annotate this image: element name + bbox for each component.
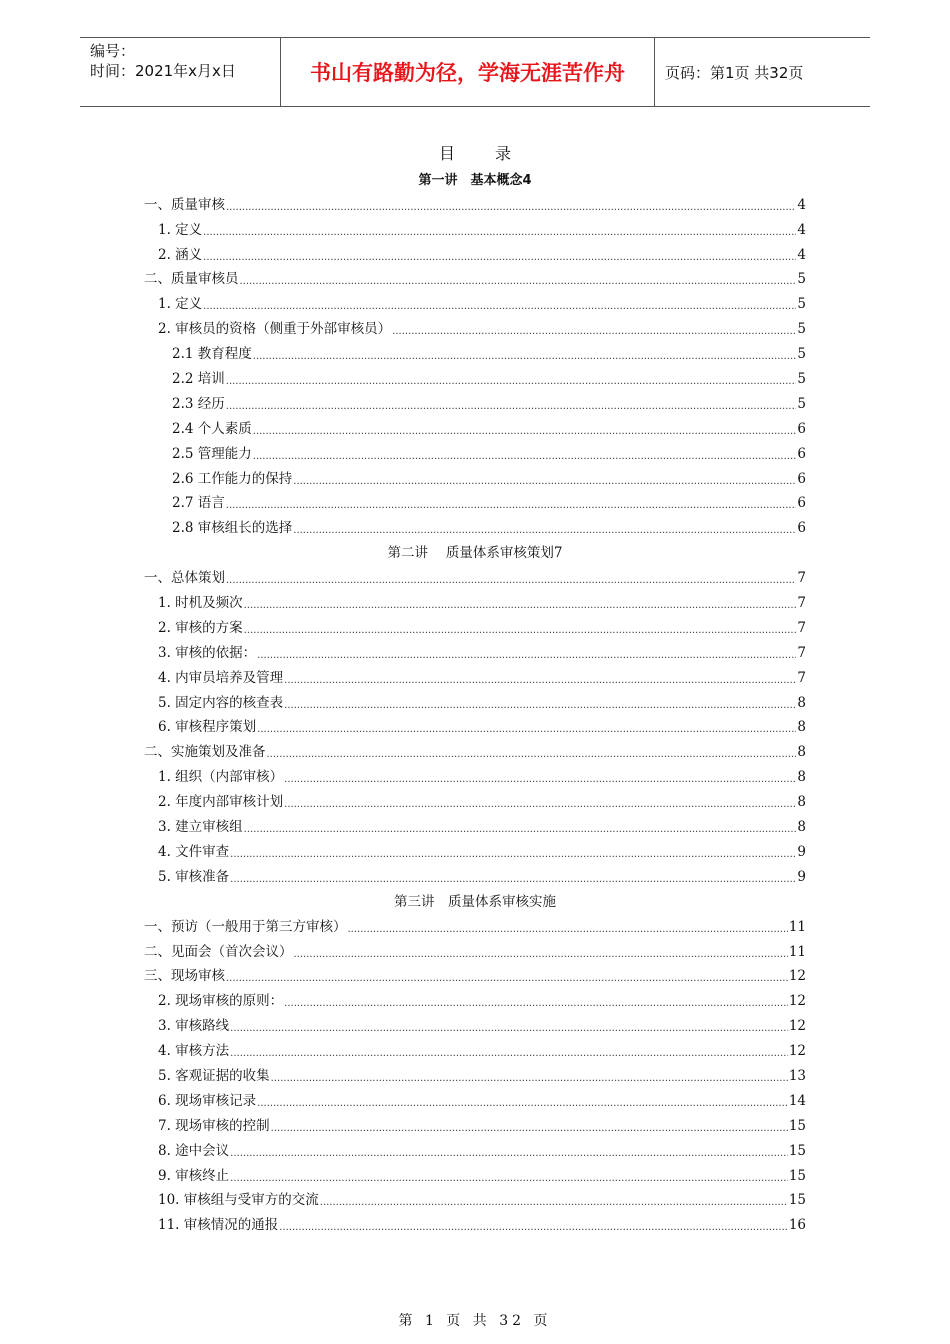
- toc-entry-page: 12: [788, 1018, 806, 1035]
- toc-dot-leader: [284, 670, 796, 686]
- toc-dot-leader: [230, 1143, 788, 1159]
- toc-entry-page: 6: [797, 520, 806, 537]
- toc-dot-leader: [284, 993, 788, 1009]
- toc-section-label: 第二讲 质量体系审核策划7: [387, 545, 563, 562]
- toc-entry[interactable]: [144, 735, 806, 760]
- toc-entry-page: 8: [797, 819, 806, 836]
- toc-entry-label: 2. 现场审核的原则：: [158, 993, 284, 1010]
- toc-entry[interactable]: [144, 561, 806, 586]
- toc-section-heading[interactable]: [144, 163, 806, 188]
- toc-entry-page: 12: [788, 993, 806, 1010]
- toc-entry-page: 5: [797, 346, 806, 363]
- toc-entry[interactable]: [144, 661, 806, 686]
- toc-entry-page: 7: [797, 570, 806, 587]
- toc-entry-label: 1. 定义: [158, 221, 203, 238]
- toc-entry[interactable]: [144, 1009, 806, 1034]
- toc-dot-leader: [271, 1068, 788, 1084]
- toc-entry-label: 3. 建立审核组: [158, 819, 243, 836]
- toc-entry-label: 6. 现场审核记录: [158, 1092, 257, 1109]
- toc-dot-leader: [226, 570, 796, 586]
- toc-entry-label: 2.4 个人素质: [172, 420, 252, 437]
- toc-entry-label: 二、见面会（首次会议）: [144, 943, 293, 960]
- toc-entry-label: 一、预访（一般用于第三方审核）: [144, 918, 347, 935]
- toc-entry-label: 5. 固定内容的核查表: [158, 694, 284, 711]
- toc-entry-page: 9: [797, 868, 806, 885]
- toc-entry-page: 6: [797, 470, 806, 487]
- toc-title-left: 目: [438, 144, 455, 163]
- toc-entry-label: 一、总体策划: [144, 570, 225, 587]
- toc-entry-page: 5: [797, 395, 806, 412]
- toc-entry[interactable]: [144, 337, 806, 362]
- toc-entry-label: 2.3 经历: [172, 395, 225, 412]
- toc-entry-page: 11: [788, 918, 806, 935]
- toc-entry[interactable]: [144, 1059, 806, 1084]
- toc-entry-label: 10. 审核组与受审方的交流: [158, 1192, 319, 1209]
- toc-entry[interactable]: [144, 1159, 806, 1184]
- toc-entry-page: 6: [797, 420, 806, 437]
- toc-entry-label: 二、实施策划及准备: [144, 744, 266, 761]
- toc-entry[interactable]: [144, 1034, 806, 1059]
- toc-entry-page: 6: [797, 445, 806, 462]
- toc-entry-page: 8: [797, 769, 806, 786]
- toc-entry-page: 15: [788, 1117, 806, 1134]
- toc-entry[interactable]: [144, 387, 806, 412]
- toc-entry-page: 7: [797, 644, 806, 661]
- toc-entry-label: 1. 组织（内部审核）: [158, 769, 284, 786]
- toc-dot-leader: [230, 1043, 788, 1059]
- page-footer: 第 1 页 共 32 页: [398, 1313, 552, 1329]
- toc-dot-leader: [257, 1093, 788, 1109]
- toc-entry-page: 16: [788, 1217, 806, 1234]
- toc-entry-label: 9. 审核终止: [158, 1167, 230, 1184]
- toc-entry-label: 7. 现场审核的控制: [158, 1117, 270, 1134]
- toc-dot-leader: [244, 595, 797, 611]
- toc-dot-leader: [253, 446, 797, 462]
- toc-entry[interactable]: [144, 611, 806, 636]
- toc-entry-page: 5: [797, 296, 806, 313]
- toc-dot-leader: [226, 495, 797, 511]
- toc-dot-leader: [230, 1168, 788, 1184]
- header-meta: [80, 38, 281, 106]
- toc-dot-leader: [293, 520, 796, 536]
- toc-entry-label: 11. 审核情况的通报: [158, 1217, 279, 1234]
- toc-entry-label: 2. 年度内部审核计划: [158, 794, 284, 811]
- toc-dot-leader: [203, 222, 796, 238]
- toc-title-right: 录: [495, 144, 512, 163]
- toc-title: [0, 141, 950, 164]
- toc-dot-leader: [253, 346, 797, 362]
- toc-entry-page: 5: [797, 271, 806, 288]
- toc-entry-label: 2.5 管理能力: [172, 445, 252, 462]
- toc-dot-leader: [320, 1192, 788, 1208]
- toc-entry-label: 6. 审核程序策划: [158, 719, 257, 736]
- toc-dot-leader: [226, 197, 796, 213]
- toc-entry[interactable]: [144, 785, 806, 810]
- toc-dot-leader: [257, 645, 796, 661]
- header-page-info: 页码：第1页 共32页: [665, 63, 804, 82]
- toc-dot-leader: [253, 421, 797, 437]
- toc-entry[interactable]: [144, 810, 806, 835]
- toc-entry[interactable]: [144, 437, 806, 462]
- toc-entry-page: 4: [797, 196, 806, 213]
- toc-entry-label: 2.1 教育程度: [172, 346, 252, 363]
- toc-entry-page: 4: [797, 221, 806, 238]
- toc-entry[interactable]: [144, 760, 806, 785]
- toc-entry-label: 2. 涵义: [158, 246, 203, 263]
- toc-dot-leader: [203, 296, 796, 312]
- toc-section-label: 第三讲 质量体系审核实施: [394, 893, 556, 910]
- toc-entry[interactable]: [144, 860, 806, 885]
- toc-entry[interactable]: [144, 312, 806, 337]
- toc-entry-page: 6: [797, 495, 806, 512]
- toc-dot-leader: [244, 819, 797, 835]
- toc-dot-leader: [284, 794, 796, 810]
- toc-entry[interactable]: [144, 362, 806, 387]
- toc-entry-page: 8: [797, 694, 806, 711]
- toc-entry-label: 一、质量审核: [144, 196, 225, 213]
- toc-entry-label: 2.6 工作能力的保持: [172, 470, 293, 487]
- toc-dot-leader: [244, 620, 797, 636]
- toc-dot-leader: [230, 844, 796, 860]
- toc-entry-page: 7: [797, 619, 806, 636]
- toc-entry-page: 7: [797, 669, 806, 686]
- toc-entry-page: 14: [788, 1092, 806, 1109]
- page-header: [80, 37, 870, 107]
- toc-entry-label: 1. 定义: [158, 296, 203, 313]
- toc-dot-leader: [240, 271, 797, 287]
- toc-dot-leader: [348, 919, 788, 935]
- toc-entry-label: 1. 时机及频次: [158, 595, 243, 612]
- toc-entry[interactable]: [144, 1134, 806, 1159]
- header-number: 编号：: [90, 42, 136, 60]
- toc-entry-label: 4. 审核方法: [158, 1043, 230, 1060]
- toc-section-heading[interactable]: [144, 536, 806, 561]
- toc-entry-page: 12: [788, 968, 806, 985]
- toc-entry-page: 11: [788, 943, 806, 960]
- toc-entry[interactable]: [144, 1084, 806, 1109]
- toc-entry-label: 2.8 审核组长的选择: [172, 520, 293, 537]
- table-of-contents: [144, 163, 806, 1233]
- toc-entry-label: 二、质量审核员: [144, 271, 239, 288]
- toc-entry[interactable]: [144, 462, 806, 487]
- toc-entry[interactable]: [144, 1109, 806, 1134]
- toc-entry-label: 3. 审核路线: [158, 1018, 230, 1035]
- toc-dot-leader: [230, 1018, 788, 1034]
- toc-entry[interactable]: [144, 1208, 806, 1233]
- toc-entry[interactable]: [144, 835, 806, 860]
- toc-entry-label: 5. 客观证据的收集: [158, 1067, 270, 1084]
- toc-entry[interactable]: [144, 238, 806, 263]
- toc-entry[interactable]: [144, 686, 806, 711]
- toc-section-heading[interactable]: [144, 885, 806, 910]
- toc-dot-leader: [226, 371, 797, 387]
- toc-entry-page: 8: [797, 744, 806, 761]
- toc-entry[interactable]: [144, 1184, 806, 1209]
- toc-entry[interactable]: [144, 511, 806, 536]
- toc-entry-page: 4: [797, 246, 806, 263]
- toc-entry[interactable]: [144, 213, 806, 238]
- toc-entry-page: 5: [797, 371, 806, 388]
- toc-entry-label: 4. 内审员培养及管理: [158, 669, 284, 686]
- toc-entry[interactable]: [144, 636, 806, 661]
- toc-dot-leader: [267, 744, 797, 760]
- toc-dot-leader: [392, 321, 796, 337]
- toc-dot-leader: [226, 968, 788, 984]
- toc-entry-page: 9: [797, 843, 806, 860]
- toc-dot-leader: [230, 869, 796, 885]
- toc-entry-page: 15: [788, 1167, 806, 1184]
- toc-entry-label: 三、现场审核: [144, 968, 225, 985]
- toc-dot-leader: [293, 471, 796, 487]
- toc-entry-page: 12: [788, 1043, 806, 1060]
- toc-entry[interactable]: [144, 487, 806, 512]
- toc-dot-leader: [203, 247, 796, 263]
- toc-dot-leader: [271, 1118, 788, 1134]
- toc-dot-leader: [284, 769, 796, 785]
- toc-dot-leader: [294, 944, 788, 960]
- toc-entry-page: 8: [797, 794, 806, 811]
- toc-entry[interactable]: [144, 935, 806, 960]
- toc-dot-leader: [284, 695, 796, 711]
- toc-entry-label: 4. 文件审查: [158, 843, 230, 860]
- toc-entry-page: 15: [788, 1192, 806, 1209]
- toc-dot-leader: [279, 1217, 788, 1233]
- toc-entry-page: 8: [797, 719, 806, 736]
- toc-entry[interactable]: [144, 910, 806, 935]
- toc-entry-label: 8. 途中会议: [158, 1142, 230, 1159]
- toc-entry-page: 15: [788, 1142, 806, 1159]
- toc-dot-leader: [226, 396, 797, 412]
- toc-entry[interactable]: [144, 960, 806, 985]
- header-time: 时间：2021年x月x日: [90, 62, 236, 80]
- header-motto: 书山有路勤为径，学海无涯苦作舟: [281, 38, 655, 106]
- toc-entry-label: 2.7 语言: [172, 495, 225, 512]
- toc-entry[interactable]: [144, 412, 806, 437]
- toc-entry-label: 2. 审核员的资格（侧重于外部审核员）: [158, 321, 392, 338]
- toc-entry-page: 7: [797, 595, 806, 612]
- toc-entry-label: 2. 审核的方案: [158, 619, 243, 636]
- toc-entry[interactable]: [144, 287, 806, 312]
- toc-entry[interactable]: [144, 586, 806, 611]
- toc-entry-label: 2.2 培训: [172, 371, 225, 388]
- toc-entry-page: 5: [797, 321, 806, 338]
- toc-entry[interactable]: [144, 711, 806, 736]
- toc-section-label: 第一讲 基本概念4: [418, 172, 532, 188]
- toc-entry[interactable]: [144, 263, 806, 288]
- toc-entry[interactable]: [144, 984, 806, 1009]
- toc-dot-leader: [257, 719, 796, 735]
- toc-entry-page: 13: [788, 1067, 806, 1084]
- toc-entry-label: 3. 审核的依据：: [158, 644, 257, 661]
- toc-entry[interactable]: [144, 188, 806, 213]
- toc-entry-label: 5. 审核准备: [158, 868, 230, 885]
